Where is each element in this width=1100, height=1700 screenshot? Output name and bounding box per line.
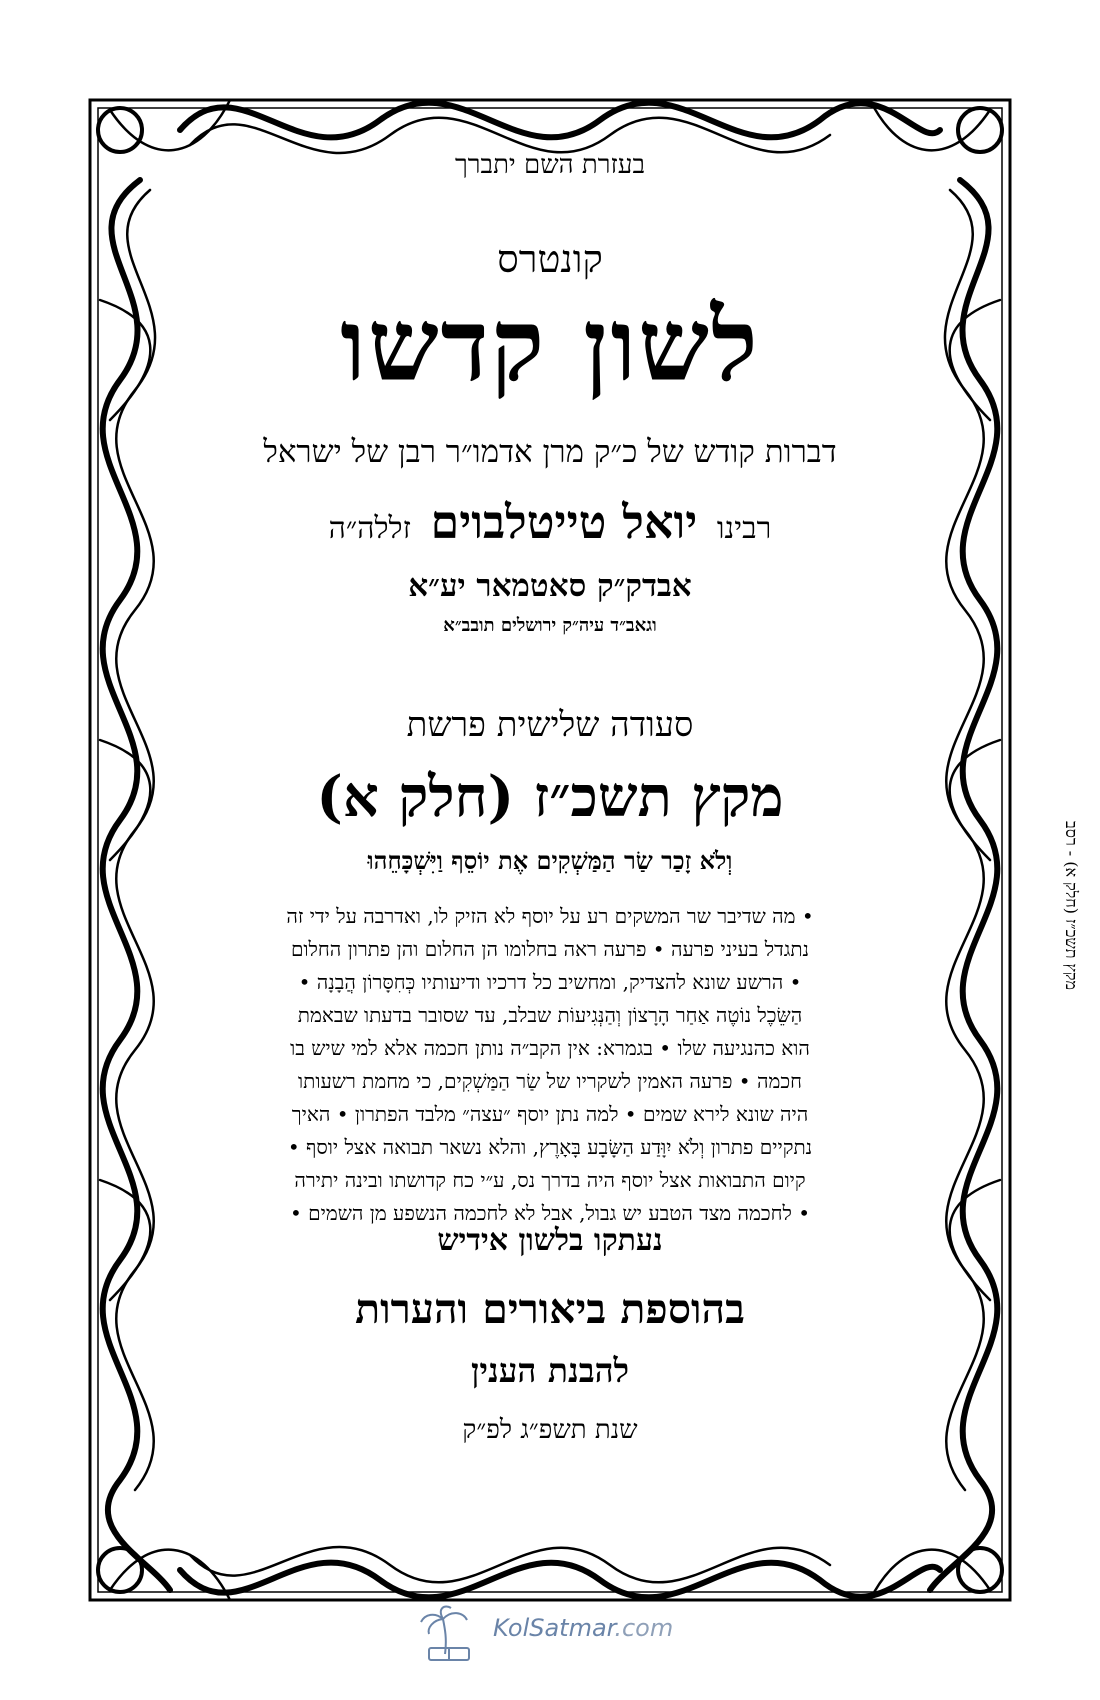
palm-tree-book-icon: [415, 1604, 485, 1664]
author-line: [200, 495, 900, 549]
occasion-line: סעודה שלישית פרשת: [406, 705, 694, 745]
topic-line: נתגדל בעיני פרעה • פרעה ראה בחלומו הן החלום והן פתרון החלום: [290, 937, 810, 961]
author-suffix: זללה״ה: [328, 511, 411, 546]
kolsatmar-logo: [415, 1604, 695, 1664]
author-title-jerusalem: וגאב״ד עיה״ק ירושלים תובב״א: [443, 615, 657, 636]
author-subtitle: דברות קודש של כ״ק מרן אדמו״ר רבן של ישראל: [263, 434, 837, 470]
topic-line: • הרשע שונא להצדיק, ומחשיב כל דרכיו ודיעותיו כְּחִסָּרוֹן הֲבָנָה •: [298, 970, 802, 994]
parsha-title: מקץ תשכ״ז (חלק א): [316, 764, 784, 830]
author-title-satmar: אבדק״ק סאטמאר יע״א: [408, 568, 692, 604]
page-side-label: מקץ תשכ״ז (חלק א) - רסב: [1062, 820, 1081, 990]
topic-line: • מה שדיבר שר המשקים רע על יוסף לא הזיק לו, ואדרבה על ידי זה: [286, 904, 814, 928]
topic-line: היה שונא לירא שמים • למה נתן יוסף ״עצה״ מלבד הפתרון • האיך: [291, 1102, 809, 1126]
title-page-content: [200, 150, 900, 1560]
topic-line: הוא כהנגיעה שלו • בגמרא: אין הקב״ה נותן חכמה אלא למי שיש בו: [290, 1036, 810, 1060]
topic-line: נתקיים פתרון וְלֹא יִוָּדַע הַשָּׂבָע בָּאָרֶץ, והלא נשאר תבואה אצל יוסף •: [287, 1135, 813, 1159]
year-line: שנת תשפ״ג לפ״ק: [462, 1415, 638, 1445]
topic-line: חכמה • פרעה האמין לשקריו של שַׂר הַמַּשְׁקִים, כי מחמת רשעותו: [298, 1069, 802, 1093]
author-name: יואל טייטלבוים: [430, 495, 698, 549]
author-prefix: רבינו: [716, 511, 772, 546]
logo-domain: .com: [614, 1614, 674, 1642]
topic-line: קיום התבואות אצל יוסף היה בדרך נס, ע״י כח קדושתו ובינה יתירה: [294, 1168, 806, 1192]
verse-quote: וְלֹא זָכַר שַׂר הַמַּשְׁקִים אֶת יוֹסֵף וַיִּשְׁכָּחֵהוּ: [367, 846, 733, 875]
blessing-line: בעזרת השם יתברך: [455, 150, 645, 180]
page-title: לשון קדשו: [340, 286, 760, 404]
logo-brand-text: [493, 1614, 673, 1642]
purpose-line: להבנת הענין: [470, 1351, 630, 1390]
topic-line: • לחכמה מצד הטבע יש גבול, אבל לא לחכמה הנשפע מן השמים •: [289, 1201, 811, 1225]
translation-note: נעתקו בלשון אידיש: [437, 1223, 663, 1258]
kuntres-label: קונטרס: [497, 237, 603, 281]
additions-line: בהוספת ביאורים והערות: [355, 1285, 745, 1333]
topic-line: הַשֵּׂכֶל נוֹטֶה אַחַר הָרָצוֹן וְהַנְּגִיעוֹת שבלב, עד שסובר בדעתו שבאמת: [297, 1003, 803, 1027]
logo-brand: KolSatmar: [493, 1614, 615, 1642]
topics-list: [200, 900, 900, 1230]
